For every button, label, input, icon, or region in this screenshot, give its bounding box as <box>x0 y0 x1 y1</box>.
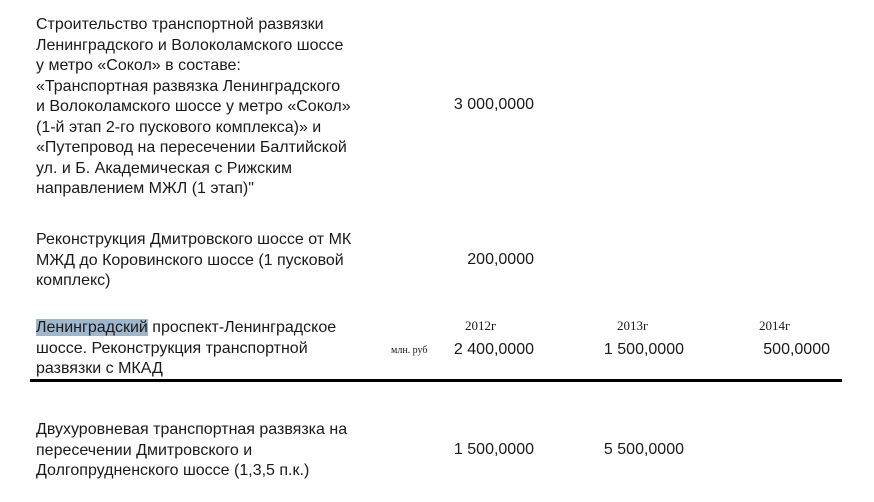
item-3-value-2014: 500,0000 <box>763 341 830 358</box>
item-2-value-2012: 200,0000 <box>467 251 534 268</box>
item-3-value-2012: 2 400,0000 <box>453 341 534 358</box>
item-1-value-2012: 3 000,0000 <box>453 96 534 113</box>
year-2012-label: 2012г <box>465 318 497 333</box>
unit-label: млн. руб <box>391 345 428 356</box>
item-2-description: Реконструкция Дмитровского шоссе от МК МЖД до Коровинского шоссе (1 пусковой комплекс) <box>36 231 352 289</box>
item-4-value-2013: 5 500,0000 <box>603 441 684 458</box>
separator-line <box>30 379 842 382</box>
item-4-description: Двухуровневая транспортная развязка на пересечении Дмитровского и Долгопрудненского шоссе (1,3,5 п.к.) <box>36 421 348 479</box>
highlighted-text: Ленинградский <box>36 319 148 336</box>
item-1-description: Строительство транспортной развязки Ленинградского и Волоколамского шоссе у метро «Сокол» в составе: «Транспортная развязка Ленинградского и Волоколамского шоссе у метро «Сокол» (1-й этап 2-го пускового комплекса)» и «Путепровод на пересечении Балтийской ул. и Б. Академическая с Рижским направлением МЖЛ (1 этап)" <box>36 16 351 197</box>
item-4-value-2012: 1 500,0000 <box>453 441 534 458</box>
item-3-value-2013: 1 500,0000 <box>603 341 684 358</box>
item-3-description-rest: проспект-Ленинградское шоссе. Реконструкция транспортной развязки с МКАД <box>36 319 337 377</box>
year-2014-label: 2014г <box>759 318 791 333</box>
year-2013-label: 2013г <box>617 318 649 333</box>
item-3-description <box>36 318 396 380</box>
